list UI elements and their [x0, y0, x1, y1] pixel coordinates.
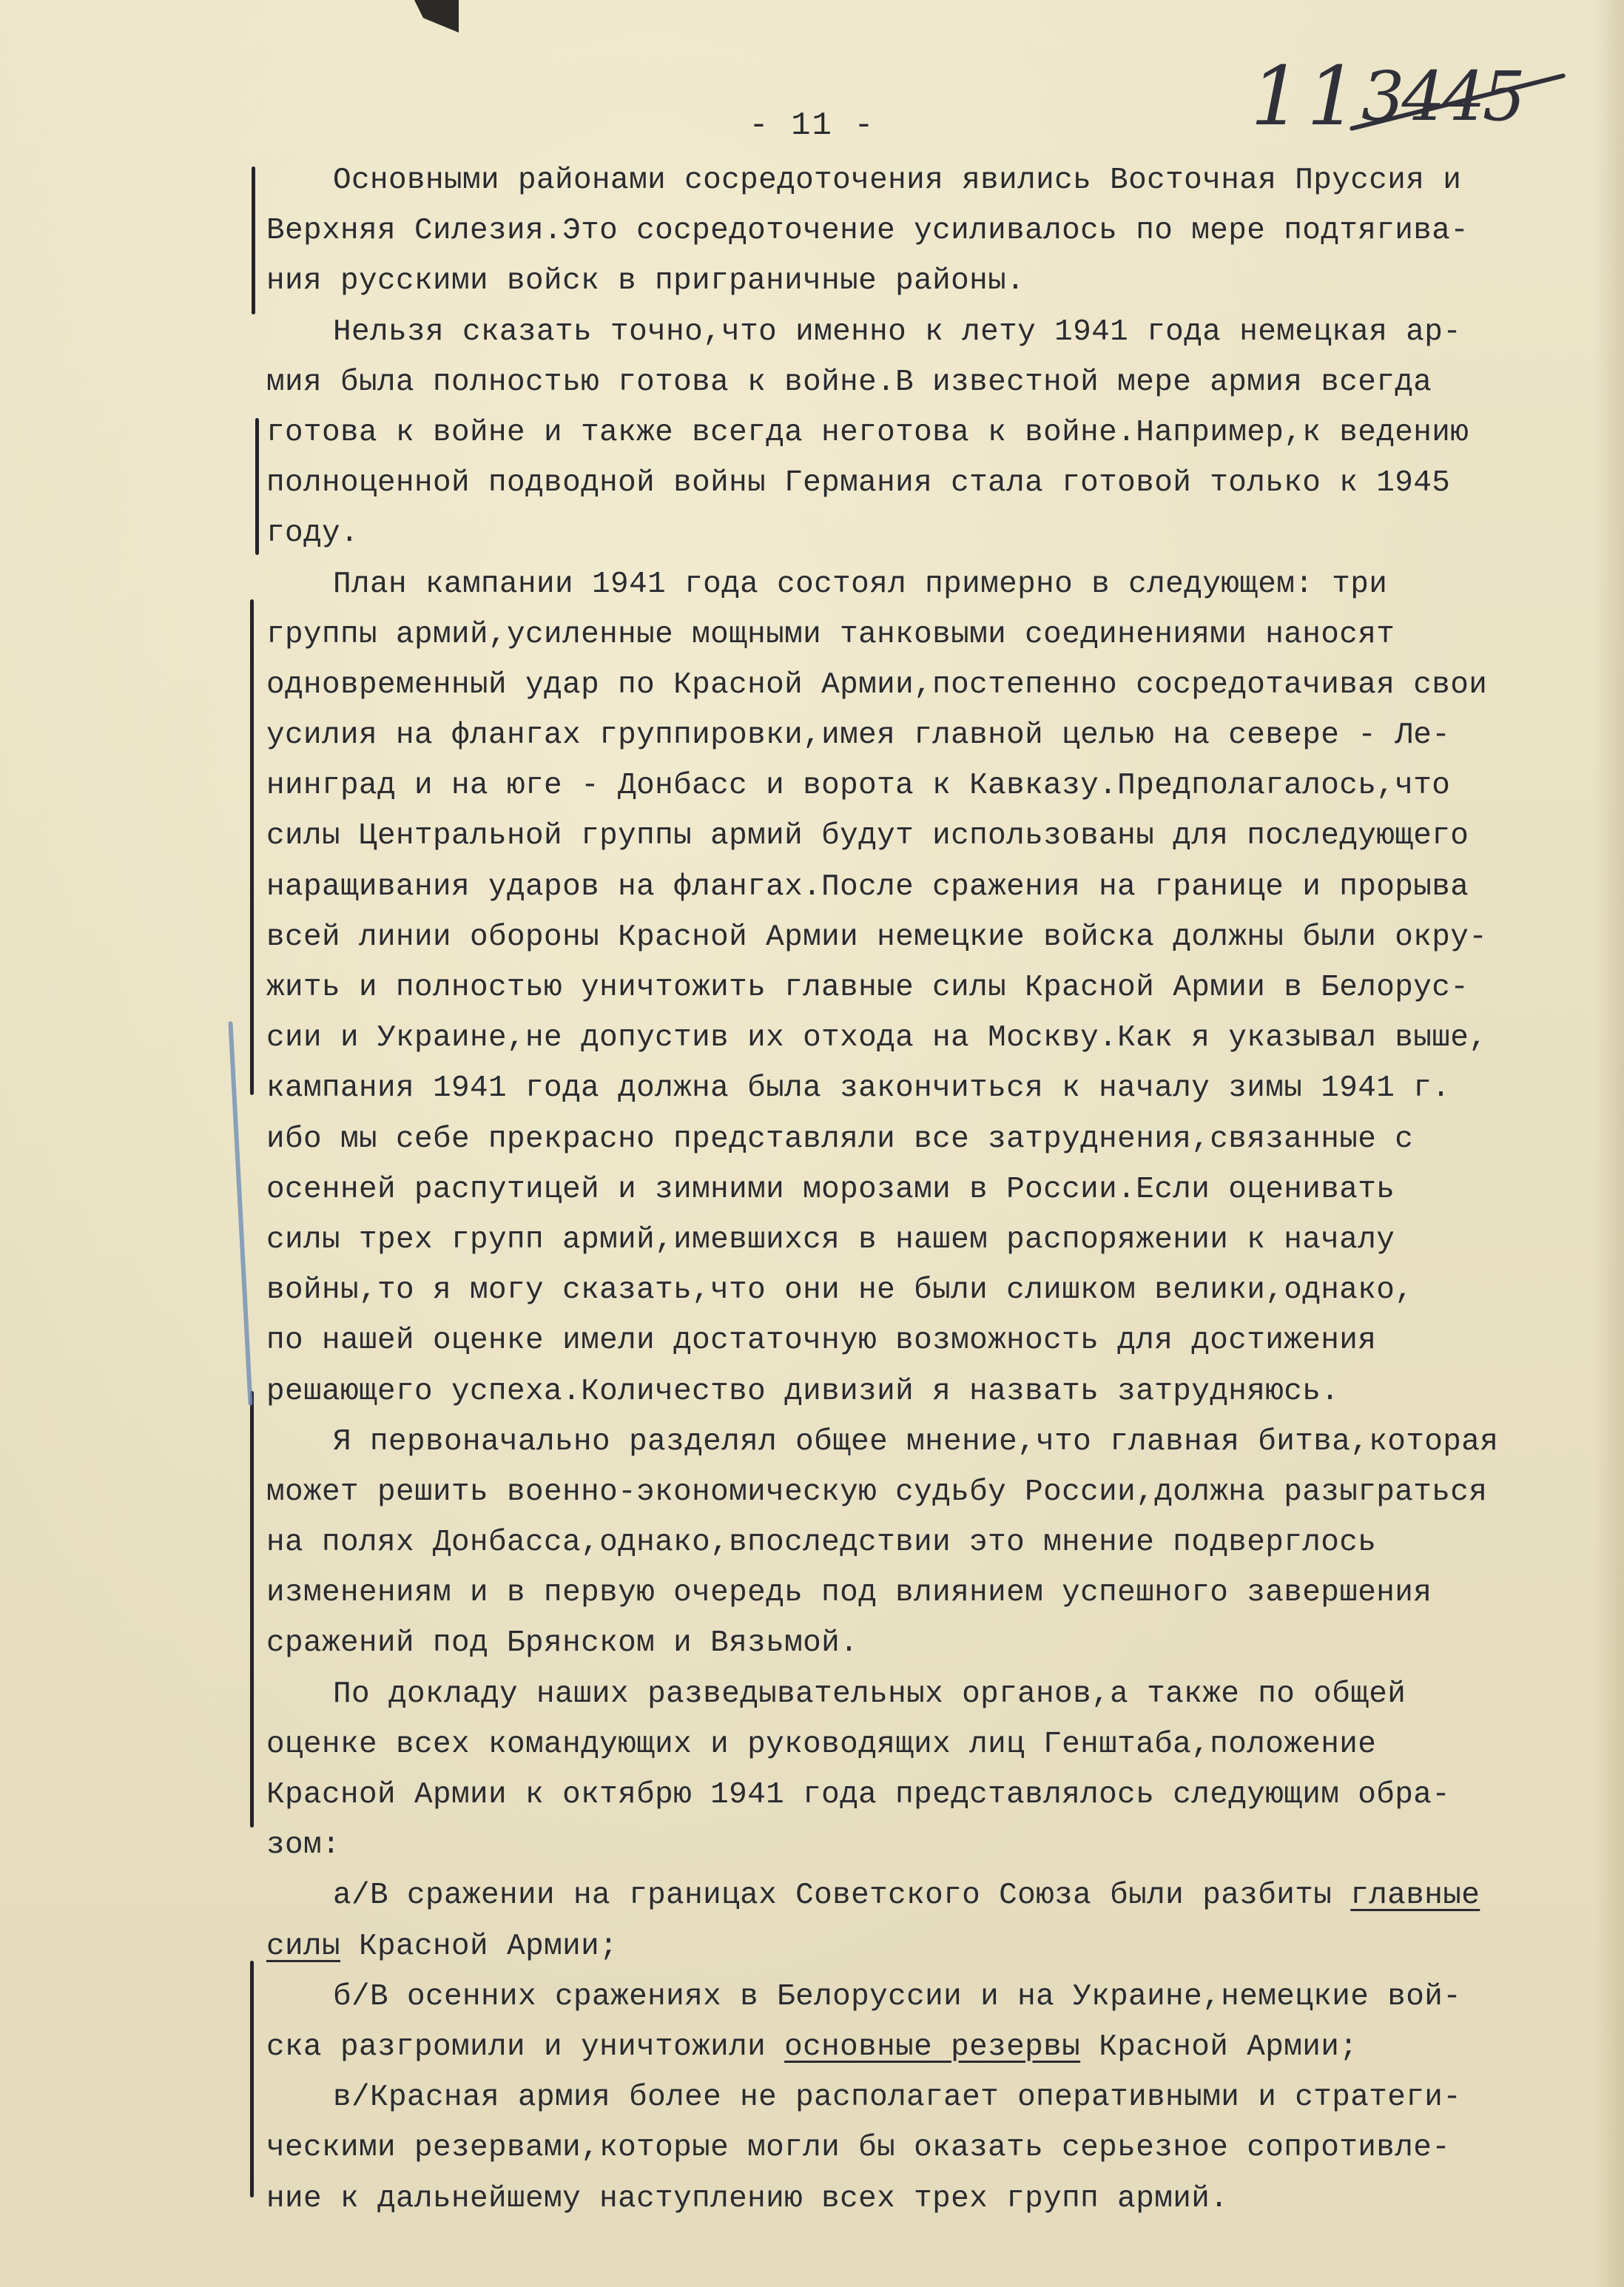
blue-pencil-margin-mark [228, 1021, 252, 1406]
text-line: оценке всех командующих и руководящих лиц Генштаба,положение [266, 1727, 1377, 1762]
archive-handwritten-marks [1228, 41, 1598, 159]
text-line: Я первоначально разделял общее мнение,что главная битва,которая [333, 1424, 1499, 1459]
text-line: одновременный удар по Красной Армии,постепенно сосредотачивая свои [266, 667, 1488, 702]
text-line: нинград и на юге - Донбасс и ворота к Кавказу.Предполагалось,что [266, 769, 1451, 804]
text-line: в/Красная армия более не располагает оперативными и стратеги- [333, 2081, 1462, 2115]
text-line: наращивания ударов на флангах.После сражения на границе и прорыва [266, 869, 1469, 904]
text-segment: Красной Армии; [340, 1929, 619, 1964]
text-segment: ска разгромили и уничтожили [266, 2030, 785, 2064]
folded-corner [414, 0, 459, 33]
text-line: полноценной подводной войны Германия стала готовой только к 1945 [266, 466, 1451, 501]
text-line: силы трех групп армий,имевшихся в нашем распоряжении к началу [266, 1222, 1395, 1257]
text-line [266, 1870, 1606, 1921]
text-line: войны,то я могу сказать,что они не были слишком велики,однако, [266, 1273, 1414, 1308]
text-line: ние к дальнейшему наступлению всех трех групп армий. [266, 2181, 1229, 2216]
text-line: жить и полностью уничтожить главные силы Красной Армии в Белорус- [266, 971, 1469, 1005]
text-line: решающего успеха.Количество дивизий я назвать затрудняюсь. [266, 1374, 1340, 1409]
margin-line-mark [250, 1961, 254, 2197]
underlined-phrase: основные резервы [784, 2030, 1081, 2064]
text-line: Основными районами сосредоточения явились Восточная Пруссия и [333, 164, 1462, 198]
text-line: кампания 1941 года должна была закончиться к началу зимы 1941 г. [266, 1071, 1451, 1106]
text-line: зом: [266, 1828, 341, 1863]
text-line: осенней распутицей и зимними морозами в России.Если оценивать [266, 1172, 1395, 1207]
underlined-phrase: главные [1350, 1879, 1480, 1913]
text-line: сии и Украине,не допустив их отхода на Москву.Как я указывал выше, [266, 1021, 1488, 1056]
margin-line-mark [250, 599, 254, 1095]
text-line: ния русскими войск в приграничные районы. [266, 264, 1025, 299]
text-line: усилия на флангах группировки,имея главной целью на севере - Ле- [266, 718, 1451, 753]
text-line: Красной Армии к октябрю 1941 года представлялось следующим обра- [266, 1778, 1451, 1812]
margin-line-mark [250, 1391, 254, 1828]
text-segment: Красной Армии; [1080, 2030, 1358, 2064]
text-line: изменениям и в первую очередь под влиянием успешного завершения [266, 1576, 1432, 1611]
text-line: году. [266, 516, 360, 551]
text-line: Нельзя сказать точно,что именно к лету 1941 года немецкая ар- [333, 314, 1462, 349]
text-line: на полях Донбасса,однако,впоследствии это мнение подверглось [266, 1526, 1377, 1560]
archive-folio-number: 11 [1250, 49, 1363, 144]
text-line [266, 2022, 1606, 2072]
underlined-phrase: силы [266, 1929, 341, 1964]
text-line: группы армий,усиленные мощными танковыми соединениями наносят [266, 617, 1395, 652]
typed-text-body [266, 155, 1606, 2224]
page-number: - 11 - [749, 107, 875, 144]
text-line: ибо мы себе прекрасно представляли все затруднения,связанные с [266, 1122, 1414, 1156]
text-line: всей линии обороны Красной Армии немецкие войска должны были окру- [266, 920, 1488, 954]
text-line: По докладу наших разведывательных органов,а также по общей [333, 1677, 1406, 1711]
margin-line-mark [252, 166, 255, 314]
archive-leaf-number: 3445 [1361, 57, 1523, 136]
text-line [266, 1921, 1606, 1972]
text-line: может решить военно-экономическую судьбу России,должна разыграться [266, 1475, 1488, 1509]
text-line: сражений под Брянском и Вязьмой. [266, 1626, 859, 1661]
text-line: ческими резервами,которые могли бы оказать серьезное сопротивле- [266, 2131, 1451, 2166]
margin-line-mark [255, 418, 259, 555]
text-line: мия была полностью готова к войне.В известной мере армия всегда [266, 365, 1432, 400]
text-line: силы Центральной группы армий будут использованы для последующего [266, 819, 1469, 854]
text-line: План кампании 1941 года состоял примерно в следующем: три [333, 567, 1388, 602]
text-line: б/В осенних сражениях в Белоруссии и на Украине,немецкие вой- [333, 1979, 1462, 2014]
text-line: по нашей оценке имели достаточную возможность для достижения [266, 1324, 1377, 1358]
text-segment: а/В сражении на границах Советского Союза были разбиты [333, 1879, 1351, 1913]
text-line: Верхняя Силезия.Это сосредоточение усиливалось по мере подтягива- [266, 214, 1469, 249]
text-line: готова к войне и также всегда неготова к войне.Например,к ведению [266, 415, 1469, 450]
